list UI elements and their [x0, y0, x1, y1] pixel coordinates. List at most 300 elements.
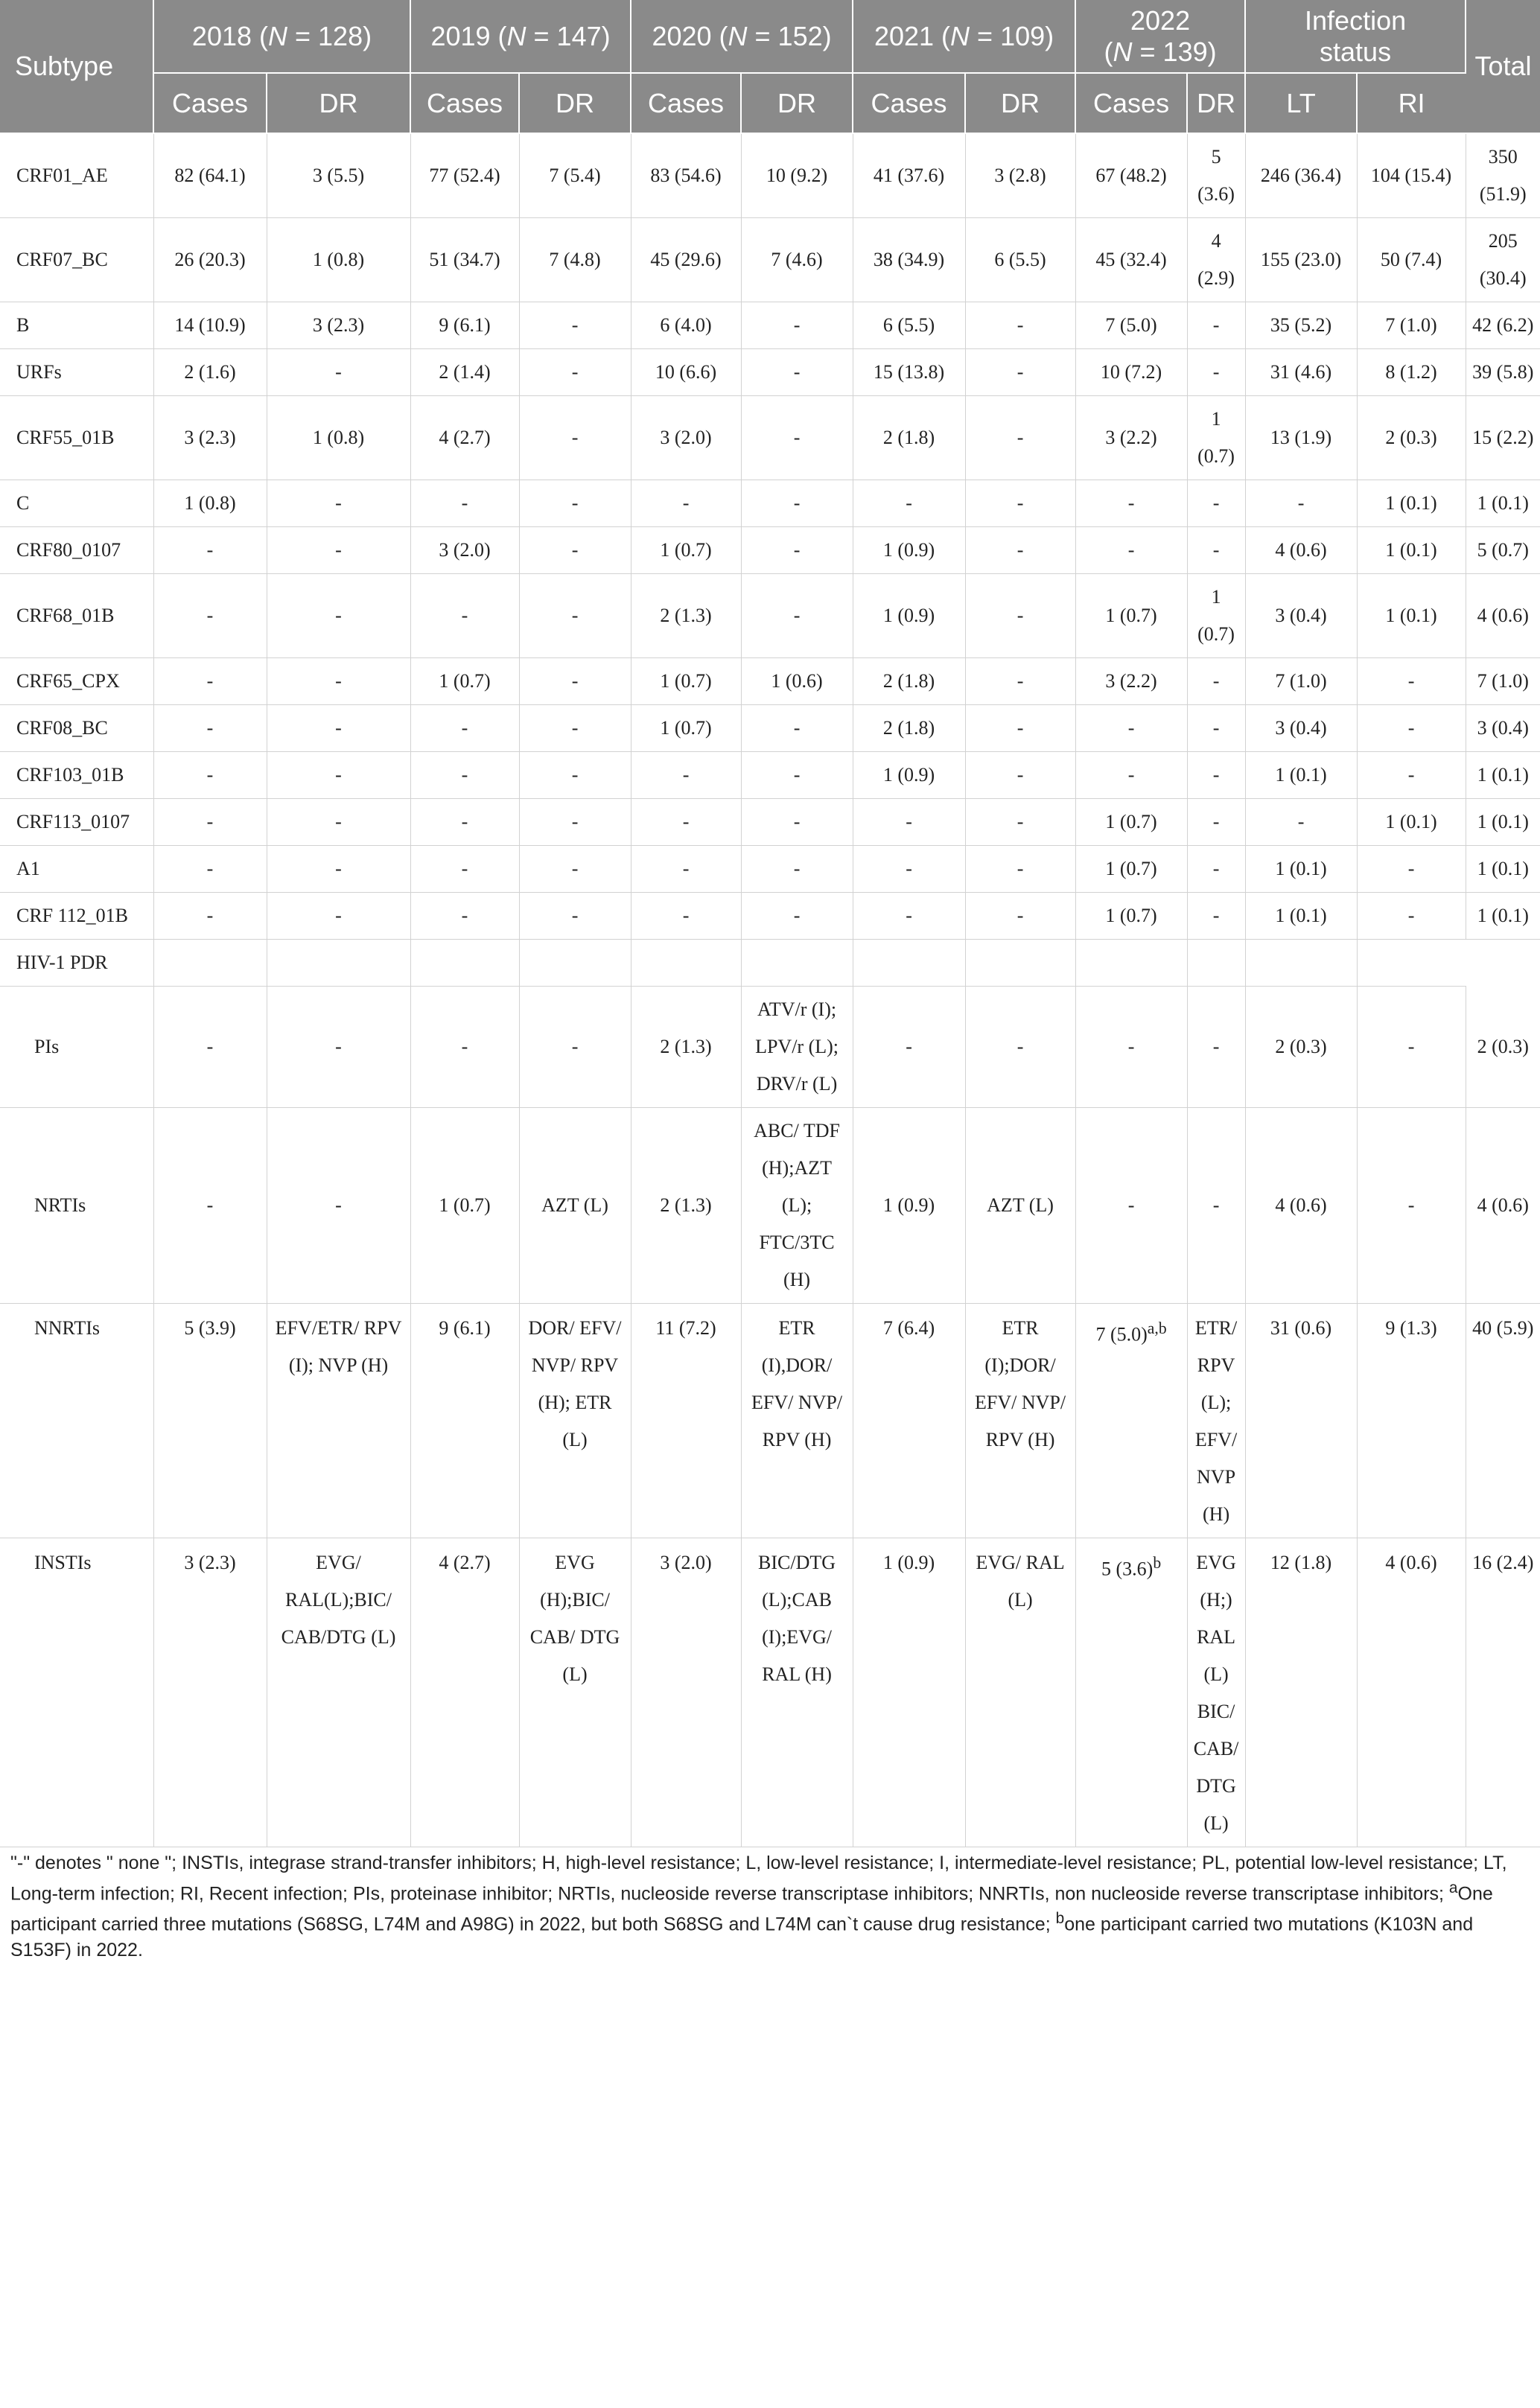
- cell-2019-dr: EVG (H);BIC/ CAB/ DTG (L): [519, 1538, 631, 1847]
- cell-2018-cases: 2 (1.6): [153, 349, 267, 396]
- cell-2020-cases: 11 (7.2): [631, 1304, 741, 1538]
- cell-2019-dr: -: [519, 349, 631, 396]
- cell-ri: 1 (0.1): [1357, 480, 1466, 527]
- cell-2020-cases: 3 (2.0): [631, 396, 741, 480]
- cell-2022-dr: -: [1187, 1108, 1245, 1304]
- table-row: [0, 893, 1540, 940]
- cell-lt: 13 (1.9): [1245, 396, 1357, 480]
- cell-2021-cases: 2 (1.8): [853, 396, 965, 480]
- table-row: [0, 349, 1540, 396]
- cell-ri: 7 (1.0): [1357, 302, 1466, 349]
- empty-cell: [519, 940, 631, 987]
- header-lt: LT: [1245, 73, 1357, 133]
- cell-2022-cases: 67 (48.2): [1075, 133, 1187, 218]
- cell-2018-cases: -: [153, 846, 267, 893]
- cell-2019-cases: 3 (2.0): [410, 527, 519, 574]
- cell-2019-cases: 9 (6.1): [410, 1304, 519, 1538]
- cell-2019-dr: -: [519, 893, 631, 940]
- footnote-marker-b: b: [1055, 1910, 1065, 1928]
- cell-2022-cases: -: [1075, 705, 1187, 752]
- cell-total: 205 (30.4): [1466, 218, 1540, 302]
- footnote-marker: b: [1153, 1554, 1162, 1572]
- cell-2018-cases: 26 (20.3): [153, 218, 267, 302]
- table-row: [0, 396, 1540, 480]
- cell-2022-dr: EVG (H;) RAL (L) BIC/ CAB/ DTG (L): [1187, 1538, 1245, 1847]
- cell-2021-dr: -: [965, 752, 1075, 799]
- table-row: [0, 574, 1540, 658]
- table-row: [0, 1304, 1540, 1538]
- subtype-cell: CRF65_CPX: [0, 658, 153, 705]
- subtype-cell: INSTIs: [0, 1538, 153, 1847]
- cell-2018-cases: -: [153, 527, 267, 574]
- cell-2018-cases: 14 (10.9): [153, 302, 267, 349]
- empty-cell: [1187, 940, 1245, 987]
- cell-2020-cases: -: [631, 752, 741, 799]
- cell-lt: 12 (1.8): [1245, 1538, 1357, 1847]
- cell-2018-cases: 3 (2.3): [153, 396, 267, 480]
- cell-2019-dr: -: [519, 846, 631, 893]
- subtype-cell: CRF08_BC: [0, 705, 153, 752]
- cell-2020-cases: 10 (6.6): [631, 349, 741, 396]
- cell-lt: 7 (1.0): [1245, 658, 1357, 705]
- cell-2021-dr: 6 (5.5): [965, 218, 1075, 302]
- cell-2022-cases: -: [1075, 752, 1187, 799]
- subtype-cell: NRTIs: [0, 1108, 153, 1304]
- cell-2022-dr: -: [1187, 527, 1245, 574]
- cell-2019-dr: -: [519, 799, 631, 846]
- cell-2018-cases: 82 (64.1): [153, 133, 267, 218]
- cell-2021-dr: -: [965, 574, 1075, 658]
- cell-2020-cases: 1 (0.7): [631, 658, 741, 705]
- cell-2018-dr: -: [267, 480, 410, 527]
- cell-2022-dr: -: [1187, 705, 1245, 752]
- cell-2021-dr: -: [965, 987, 1075, 1108]
- cell-2020-dr: -: [741, 893, 853, 940]
- cell-2018-dr: -: [267, 752, 410, 799]
- cell-2018-cases: -: [153, 705, 267, 752]
- table-row: [0, 846, 1540, 893]
- cell-total: 2 (0.3): [1466, 987, 1540, 1108]
- cell-2021-dr: -: [965, 893, 1075, 940]
- table-row: [0, 987, 1540, 1108]
- cell-2019-dr: -: [519, 658, 631, 705]
- cell-2020-cases: 6 (4.0): [631, 302, 741, 349]
- cell-2019-dr: -: [519, 480, 631, 527]
- header-infection-status: Infection status: [1245, 0, 1466, 73]
- cell-2022-dr: -: [1187, 752, 1245, 799]
- cell-total: 40 (5.9): [1466, 1304, 1540, 1538]
- empty-cell: [267, 940, 410, 987]
- cell-2020-cases: -: [631, 893, 741, 940]
- cell-total: 350 (51.9): [1466, 133, 1540, 218]
- cell-2020-dr: -: [741, 705, 853, 752]
- cell-total: 7 (1.0): [1466, 658, 1540, 705]
- cell-2018-dr: -: [267, 1108, 410, 1304]
- cell-2021-cases: 1 (0.9): [853, 1538, 965, 1847]
- cell-ri: -: [1357, 1108, 1466, 1304]
- cell-2020-dr: 1 (0.6): [741, 658, 853, 705]
- header-cases: Cases: [410, 73, 519, 133]
- cell-2021-cases: 1 (0.9): [853, 752, 965, 799]
- cell-2021-cases: -: [853, 987, 965, 1108]
- cell-lt: 1 (0.1): [1245, 893, 1357, 940]
- cell-2020-dr: -: [741, 752, 853, 799]
- empty-cell: [410, 940, 519, 987]
- cell-total: 39 (5.8): [1466, 349, 1540, 396]
- empty-cell: [631, 940, 741, 987]
- cell-2018-dr: -: [267, 893, 410, 940]
- table-footnote: [0, 1847, 1540, 1963]
- cell-lt: 155 (23.0): [1245, 218, 1357, 302]
- table-row: [0, 133, 1540, 218]
- cell-2018-dr: -: [267, 987, 410, 1108]
- cell-2020-dr: -: [741, 396, 853, 480]
- cell-2021-cases: 15 (13.8): [853, 349, 965, 396]
- cell-2020-cases: 2 (1.3): [631, 987, 741, 1108]
- cell-total: 5 (0.7): [1466, 527, 1540, 574]
- cell-2022-dr: -: [1187, 480, 1245, 527]
- subtype-cell: CRF 112_01B: [0, 893, 153, 940]
- subtype-cell: PIs: [0, 987, 153, 1108]
- footnote-marker: a,b: [1147, 1319, 1167, 1337]
- cell-ri: 1 (0.1): [1357, 799, 1466, 846]
- table-row: [0, 752, 1540, 799]
- cell-2018-cases: 5 (3.9): [153, 1304, 267, 1538]
- subtype-cell: CRF113_0107: [0, 799, 153, 846]
- cell-2019-cases: -: [410, 987, 519, 1108]
- cell-lt: 31 (0.6): [1245, 1304, 1357, 1538]
- cell-2019-dr: -: [519, 705, 631, 752]
- subtype-cell: C: [0, 480, 153, 527]
- subtype-cell: CRF01_AE: [0, 133, 153, 218]
- cell-2022-cases: 10 (7.2): [1075, 349, 1187, 396]
- cell-2021-cases: 1 (0.9): [853, 527, 965, 574]
- cell-2019-dr: 7 (5.4): [519, 133, 631, 218]
- cell-2021-cases: -: [853, 846, 965, 893]
- cell-2021-dr: EVG/ RAL (L): [965, 1538, 1075, 1847]
- cell-2020-dr: -: [741, 527, 853, 574]
- cell-2021-cases: 1 (0.9): [853, 574, 965, 658]
- cell-2019-cases: 4 (2.7): [410, 396, 519, 480]
- cell-2022-cases: 45 (32.4): [1075, 218, 1187, 302]
- cell-2021-dr: -: [965, 846, 1075, 893]
- cell-2021-cases: -: [853, 893, 965, 940]
- cell-2018-dr: -: [267, 705, 410, 752]
- cell-2018-cases: -: [153, 574, 267, 658]
- cell-2022-cases: 1 (0.7): [1075, 846, 1187, 893]
- table-row: [0, 705, 1540, 752]
- cell-2022-cases: 7 (5.0): [1075, 302, 1187, 349]
- header-dr: DR: [1187, 73, 1245, 133]
- cell-2019-dr: -: [519, 396, 631, 480]
- pdr-section-label: HIV-1 PDR: [0, 940, 153, 987]
- cell-2021-dr: -: [965, 799, 1075, 846]
- cell-2021-cases: -: [853, 799, 965, 846]
- cell-2022-cases: 3 (2.2): [1075, 396, 1187, 480]
- header-year-2022: 2022 (N = 139): [1075, 0, 1245, 73]
- header-subtype: Subtype: [0, 0, 153, 133]
- header-dr: DR: [965, 73, 1075, 133]
- cell-2018-dr: -: [267, 846, 410, 893]
- header-dr: DR: [519, 73, 631, 133]
- header-year-2021: 2021 (N = 109): [853, 0, 1075, 73]
- cell-2019-cases: -: [410, 574, 519, 658]
- cell-2022-cases: 1 (0.7): [1075, 574, 1187, 658]
- header-dr: DR: [267, 73, 410, 133]
- cell-2019-cases: -: [410, 893, 519, 940]
- table-row: [0, 799, 1540, 846]
- table-row: [0, 480, 1540, 527]
- cell-2019-cases: 77 (52.4): [410, 133, 519, 218]
- cell-lt: -: [1245, 480, 1357, 527]
- cell-2020-dr: -: [741, 799, 853, 846]
- empty-cell: [965, 940, 1075, 987]
- cell-2019-cases: 4 (2.7): [410, 1538, 519, 1847]
- cell-2018-dr: 3 (2.3): [267, 302, 410, 349]
- cell-2018-dr: -: [267, 527, 410, 574]
- cell-2021-cases: 38 (34.9): [853, 218, 965, 302]
- cell-2020-cases: -: [631, 799, 741, 846]
- cell-2019-dr: 7 (4.8): [519, 218, 631, 302]
- cell-ri: 8 (1.2): [1357, 349, 1466, 396]
- cell-2022-dr: 1 (0.7): [1187, 396, 1245, 480]
- cell-2022-dr: 4 (2.9): [1187, 218, 1245, 302]
- subtype-cell: A1: [0, 846, 153, 893]
- header-dr: DR: [741, 73, 853, 133]
- cell-2018-dr: -: [267, 658, 410, 705]
- cell-2022-cases: 3 (2.2): [1075, 658, 1187, 705]
- cell-2020-cases: 1 (0.7): [631, 705, 741, 752]
- cell-lt: 1 (0.1): [1245, 752, 1357, 799]
- cell-ri: -: [1357, 705, 1466, 752]
- cell-2020-dr: -: [741, 302, 853, 349]
- footnote-text: "-" denotes " none "; INSTIs, integrase strand-transfer inhibitors; H, high-level resistance; L, low-level resistance; I, intermediate-level resistance; PL, potential low-level resistance; LT, Long-term infection; RI, Recent infection; PIs, proteinase inhibitor; NRTIs, nucleoside reverse transcriptase inhibitors; NNRTIs, non nucleoside reverse transcriptase inhibitors;: [10, 1853, 1507, 1905]
- cell-lt: 31 (4.6): [1245, 349, 1357, 396]
- subtype-cell: CRF55_01B: [0, 396, 153, 480]
- empty-cell: [1357, 940, 1466, 987]
- cell-2022-cases: -: [1075, 480, 1187, 527]
- cell-2021-cases: 2 (1.8): [853, 705, 965, 752]
- table-row: [0, 302, 1540, 349]
- cell-ri: -: [1357, 658, 1466, 705]
- empty-cell: [1075, 940, 1187, 987]
- empty-cell: [153, 940, 267, 987]
- cell-2022-dr: 1 (0.7): [1187, 574, 1245, 658]
- cell-2018-dr: 3 (5.5): [267, 133, 410, 218]
- cell-2018-cases: -: [153, 799, 267, 846]
- cell-total: 1 (0.1): [1466, 752, 1540, 799]
- cell-2021-cases: 41 (37.6): [853, 133, 965, 218]
- table-row: [0, 527, 1540, 574]
- cell-lt: 3 (0.4): [1245, 574, 1357, 658]
- subtype-cell: NNRTIs: [0, 1304, 153, 1538]
- cell-2018-dr: -: [267, 799, 410, 846]
- cell-2018-dr: -: [267, 349, 410, 396]
- cell-2020-cases: 1 (0.7): [631, 527, 741, 574]
- cell-2019-dr: -: [519, 527, 631, 574]
- cell-2018-dr: EVG/ RAL(L);BIC/ CAB/DTG (L): [267, 1538, 410, 1847]
- cell-2021-dr: 3 (2.8): [965, 133, 1075, 218]
- cell-lt: 4 (0.6): [1245, 1108, 1357, 1304]
- cell-2022-cases: -: [1075, 987, 1187, 1108]
- cell-2018-dr: -: [267, 574, 410, 658]
- cell-2020-dr: BIC/DTG (L);CAB (I);EVG/ RAL (H): [741, 1538, 853, 1847]
- cell-2020-cases: 3 (2.0): [631, 1538, 741, 1847]
- cell-2021-dr: -: [965, 302, 1075, 349]
- cell-2018-dr: 1 (0.8): [267, 218, 410, 302]
- cell-lt: 2 (0.3): [1245, 987, 1357, 1108]
- cell-2018-cases: -: [153, 752, 267, 799]
- cell-2019-cases: -: [410, 799, 519, 846]
- cell-2019-cases: -: [410, 846, 519, 893]
- cell-total: 15 (2.2): [1466, 396, 1540, 480]
- cell-total: 1 (0.1): [1466, 846, 1540, 893]
- table-row: [0, 218, 1540, 302]
- header-cases: Cases: [853, 73, 965, 133]
- cell-ri: -: [1357, 987, 1466, 1108]
- cell-2019-dr: -: [519, 752, 631, 799]
- cell-2021-cases: -: [853, 480, 965, 527]
- cell-2019-cases: -: [410, 752, 519, 799]
- cell-2019-cases: -: [410, 480, 519, 527]
- cell-2020-dr: 7 (4.6): [741, 218, 853, 302]
- cell-2019-cases: 1 (0.7): [410, 1108, 519, 1304]
- subtype-cell: B: [0, 302, 153, 349]
- cell-2019-dr: -: [519, 302, 631, 349]
- cell-total: 3 (0.4): [1466, 705, 1540, 752]
- cell-2018-cases: 1 (0.8): [153, 480, 267, 527]
- header-cases: Cases: [631, 73, 741, 133]
- cell-2021-dr: ETR (I);DOR/ EFV/ NVP/ RPV (H): [965, 1304, 1075, 1538]
- cell-2021-dr: -: [965, 396, 1075, 480]
- cell-2020-cases: 83 (54.6): [631, 133, 741, 218]
- cell-2022-cases: -: [1075, 527, 1187, 574]
- cell-2021-dr: -: [965, 480, 1075, 527]
- header-cases: Cases: [153, 73, 267, 133]
- pdr-section-row: [0, 940, 1540, 987]
- subtype-cell: CRF80_0107: [0, 527, 153, 574]
- cell-2020-dr: -: [741, 574, 853, 658]
- cell-2019-cases: -: [410, 705, 519, 752]
- cell-lt: 4 (0.6): [1245, 527, 1357, 574]
- table-row: [0, 1108, 1540, 1304]
- cell-ri: 1 (0.1): [1357, 527, 1466, 574]
- cell-2019-dr: -: [519, 987, 631, 1108]
- cell-2022-dr: -: [1187, 349, 1245, 396]
- cell-2022-dr: -: [1187, 846, 1245, 893]
- cell-2019-dr: AZT (L): [519, 1108, 631, 1304]
- empty-cell: [853, 940, 965, 987]
- cell-lt: 1 (0.1): [1245, 846, 1357, 893]
- subtype-cell: CRF103_01B: [0, 752, 153, 799]
- footnote-marker-a: a: [1448, 1879, 1458, 1896]
- cell-ri: -: [1357, 846, 1466, 893]
- cell-ri: -: [1357, 893, 1466, 940]
- cell-2022-cases: 1 (0.7): [1075, 799, 1187, 846]
- cell-total: 1 (0.1): [1466, 480, 1540, 527]
- cell-2021-cases: 1 (0.9): [853, 1108, 965, 1304]
- cell-2022-dr: -: [1187, 302, 1245, 349]
- cell-2020-dr: -: [741, 349, 853, 396]
- cell-2019-dr: -: [519, 574, 631, 658]
- subtype-cell: CRF68_01B: [0, 574, 153, 658]
- empty-cell: [741, 940, 853, 987]
- footnote-note-a: One participant carried three mutations (S68SG, L74M and A98G) in 2022, but both S68SG and L74M can`t cause drug resistance;: [10, 1883, 1493, 1935]
- cell-ri: 104 (15.4): [1357, 133, 1466, 218]
- cell-2021-cases: 7 (6.4): [853, 1304, 965, 1538]
- header-year-2018: 2018 (N = 128): [153, 0, 410, 73]
- header-ri: RI: [1357, 73, 1466, 133]
- cell-2021-dr: AZT (L): [965, 1108, 1075, 1304]
- cell-2019-cases: 9 (6.1): [410, 302, 519, 349]
- cell-2020-dr: 10 (9.2): [741, 133, 853, 218]
- header-year-2019: 2019 (N = 147): [410, 0, 631, 73]
- subtype-cell: CRF07_BC: [0, 218, 153, 302]
- cell-2020-cases: 2 (1.3): [631, 1108, 741, 1304]
- table-row: [0, 658, 1540, 705]
- cell-2020-cases: 2 (1.3): [631, 574, 741, 658]
- cell-2020-dr: ATV/r (I); LPV/r (L); DRV/r (L): [741, 987, 853, 1108]
- cell-2021-cases: 2 (1.8): [853, 658, 965, 705]
- cell-2022-dr: -: [1187, 893, 1245, 940]
- cell-2021-dr: -: [965, 658, 1075, 705]
- cell-total: 4 (0.6): [1466, 1108, 1540, 1304]
- cell-2022-dr: ETR/ RPV (L); EFV/ NVP (H): [1187, 1304, 1245, 1538]
- cell-2020-dr: -: [741, 846, 853, 893]
- cell-total: 4 (0.6): [1466, 574, 1540, 658]
- header-total: Total: [1466, 0, 1540, 133]
- cell-2018-cases: -: [153, 1108, 267, 1304]
- cell-2020-dr: ETR (I),DOR/ EFV/ NVP/ RPV (H): [741, 1304, 853, 1538]
- empty-cell: [1245, 940, 1357, 987]
- subtype-cell: URFs: [0, 349, 153, 396]
- cell-ri: 1 (0.1): [1357, 574, 1466, 658]
- footnote-note-b: one participant carried two mutations (K103N and S153F) in 2022.: [10, 1914, 1474, 1961]
- cell-2021-dr: -: [965, 705, 1075, 752]
- cell-total: 1 (0.1): [1466, 893, 1540, 940]
- cell-2020-cases: -: [631, 480, 741, 527]
- cell-2018-dr: 1 (0.8): [267, 396, 410, 480]
- cell-2018-cases: 3 (2.3): [153, 1538, 267, 1847]
- cell-2019-cases: 2 (1.4): [410, 349, 519, 396]
- cell-ri: -: [1357, 752, 1466, 799]
- cell-2019-cases: 1 (0.7): [410, 658, 519, 705]
- header-cases: Cases: [1075, 73, 1187, 133]
- cell-2021-dr: -: [965, 527, 1075, 574]
- cell-ri: 9 (1.3): [1357, 1304, 1466, 1538]
- cell-2019-cases: 51 (34.7): [410, 218, 519, 302]
- cell-2020-cases: 45 (29.6): [631, 218, 741, 302]
- cell-2018-dr: EFV/ETR/ RPV (I); NVP (H): [267, 1304, 410, 1538]
- cell-lt: 35 (5.2): [1245, 302, 1357, 349]
- cell-2022-dr: -: [1187, 987, 1245, 1108]
- cell-ri: 50 (7.4): [1357, 218, 1466, 302]
- cell-ri: 4 (0.6): [1357, 1538, 1466, 1847]
- cell-2018-cases: -: [153, 893, 267, 940]
- cell-2020-cases: -: [631, 846, 741, 893]
- cell-2022-cases: 5 $(3.6)^b$: [1075, 1538, 1187, 1847]
- cell-2020-dr: -: [741, 480, 853, 527]
- cell-total: 42 (6.2): [1466, 302, 1540, 349]
- cell-2022-dr: -: [1187, 658, 1245, 705]
- cell-2022-cases: 1 (0.7): [1075, 893, 1187, 940]
- cell-2018-cases: -: [153, 658, 267, 705]
- cell-2018-cases: -: [153, 987, 267, 1108]
- cell-2022-cases: 7 $(5.0)^{a,b}$: [1075, 1304, 1187, 1538]
- cell-2021-cases: 6 (5.5): [853, 302, 965, 349]
- cell-ri: 2 (0.3): [1357, 396, 1466, 480]
- cell-lt: 246 (36.4): [1245, 133, 1357, 218]
